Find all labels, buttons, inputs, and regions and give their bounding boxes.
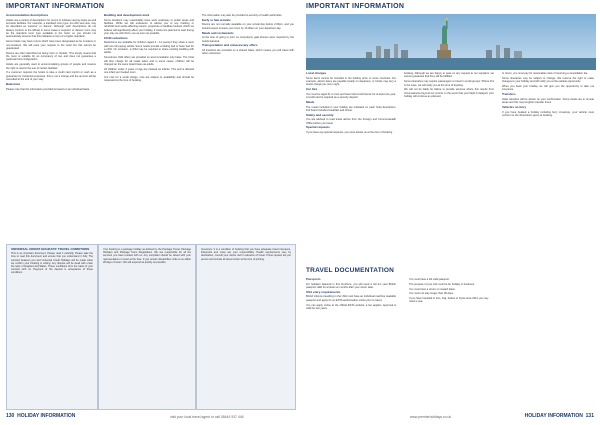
right-page-title: IMPORTANT INFORMATION	[306, 3, 405, 10]
section-heading: Balconies	[6, 81, 21, 86]
travel-conditions-box	[6, 244, 98, 410]
left-column-2	[104, 14, 194, 238]
paragraph: Some items cannot be included in the holiday price or some countries. For example, airport taxes are payable locally on departure, or hotels may levy a tourist charge per room night.	[306, 76, 396, 87]
paragraph: You must be aged 21 or over and have held a full licence for at least one year. A credit card is required as a security deposit.	[306, 92, 396, 100]
footer-right	[525, 413, 594, 419]
paragraph: If you have any special requests, you must advise us at the time of booking.	[306, 131, 393, 135]
footer	[0, 411, 600, 419]
list-item: • You must have a full valid passport.	[409, 278, 494, 281]
section-heading: Meals	[306, 99, 315, 104]
statue-of-liberty-photo	[306, 14, 596, 70]
section-heading: Special requests	[306, 125, 330, 130]
travel-doc-column-1	[306, 278, 396, 402]
section-heading: Safety and security	[306, 112, 334, 117]
paragraph: For holidays featured in this brochure, you will need a full ten year British passport valid for at least six months after your return date.	[306, 282, 396, 289]
paragraph: Hotel transfers will be shown on your confirmation. Some hotels are in remote areas and this may lengthen transfer times.	[502, 97, 594, 105]
section-heading: Car hire	[306, 87, 318, 92]
paragraph: You can apply online at the official ESTA website; a fee applies. Approval is valid for two years.	[306, 303, 396, 310]
travel-conditions-box-3	[196, 244, 296, 410]
right-column-3	[502, 72, 594, 402]
box-heading: UNIVERSAL CREDIT HOLIDAYS' TRAVEL CONDITIONS	[11, 247, 90, 251]
footer-website: www.premierholidays.co.uk	[410, 415, 452, 419]
paragraph: All children under 2 years of age are classed as infants. This and is allowed one infant per booked room.	[104, 67, 194, 75]
footer-left-label: HOLIDAY INFORMATION	[17, 413, 76, 419]
paragraph: booking. Although we are happy to pass on any request to our suppliers, we cannot guarantee that they will be fulfilled.	[404, 72, 494, 79]
section-heading: Child reductions	[104, 35, 128, 40]
right-column-1	[306, 72, 396, 262]
paragraph: Our cots for a small charge; cots are subject to availability and should be requested at the time of booking.	[104, 76, 194, 83]
requirements-list	[404, 278, 494, 304]
section-heading: Meals and restaurants	[202, 30, 234, 35]
section-heading: Accommodation descriptions	[6, 14, 49, 17]
paragraph: Hotels are generally used to accommodating groups of people and reserve the right to restrict the use of certain facilities.	[6, 63, 96, 70]
paragraph: Sometimes child offers are provided on accommodation only basis. The hotel will then charge for all meals taken and in some cases, children will be charged on the same board basis as adults.	[104, 56, 194, 66]
right-column-2	[404, 72, 494, 262]
left-column-3	[202, 14, 294, 238]
footer-right-label: HOLIDAY INFORMATION	[524, 413, 583, 419]
section-heading: Vehicles on ferry	[502, 105, 527, 109]
paragraph: Rooms are not normally available on your arrival day before 2.00pm, and you should expect to leave your room by 10.00am on your departure day.	[202, 23, 294, 30]
section-heading: Building and development work	[104, 14, 150, 17]
paragraph: Some itineraries may require passengers to travel in small groups. Where this is the case, we will notify you at the time of booking.	[404, 80, 494, 87]
paragraph: You are advised to read travel advice from the Foreign and Commonwealth Office before you travel.	[306, 118, 396, 125]
section-heading: Local charges	[306, 72, 327, 75]
paragraph: The meals included in your holiday are indicated on each hotel description. Full board includes breakfast and dinner.	[306, 105, 396, 112]
travel-doc-column-2	[404, 278, 494, 402]
section-heading: USA entry requirements	[306, 289, 341, 294]
paragraph: Some itineraries may be subject to change. We reserve the right to make changes to your holiday and will notify you at the earliest opportunity.	[502, 76, 594, 84]
paragraph: If a customer requires the hotels to take a credit card imprint or cash as a guarantee for incidental expenses, this is not a charge and the amount will be cancelled at the end of your stay.	[6, 71, 96, 82]
list-item: • You must not stay longer than 90 days.	[409, 292, 494, 295]
paragraph: At the time of going to print no compulsory gala dinners were required by the hotels featured.	[202, 36, 294, 43]
footer-left	[6, 413, 75, 419]
list-item: • If you have travelled to Iran, Iraq, Sudan or Syria since 2011 you may need a visa.	[409, 297, 494, 304]
paragraph: Hotels use a variety of descriptions for rooms to indicate varying styles as well as better facilities. For example, a standard room type, but with sea view, may be described as 'superior' or 'deluxe'. Although such descriptions do not always conform to the official, in some cases a 'superior' or 'deluxe' room may be the standard room type available in the hotel, so you should not automatically assume that this indicates a room of a higher standard.	[6, 18, 96, 39]
paragraph: In return, you must pay for reasonable costs of returning a cancellation fee.	[502, 72, 589, 75]
box-text: Your booking is a package holiday as defined by the Package Travel, Package Holidays and Package Tours Regulations. We are responsible for all the services you have booked with us. Any complaint should be raised with your representative in resort at the time. If you remain dissatisfied, write to us within 28 days of return. We will respond as quickly as possible.	[103, 248, 191, 264]
paragraph: We will not be liable for failure to provide services where this results from circumstances beyond our control. In the event that your flight is delayed, your holiday will continue as planned.	[404, 88, 494, 99]
section-heading: Transportation and unnecessary offers	[202, 43, 258, 48]
right-page	[300, 0, 600, 425]
paragraph: The information may also be provided to security or health authorities.	[202, 14, 283, 17]
section-heading: Early or late arrivals	[202, 17, 231, 22]
list-item: • The purpose of your visit must be for holiday or business.	[409, 283, 494, 286]
paragraph: Some hotels may have rooms which have been designated as for smokers or non-smokers. We will pass your request to the hotel but this cannot be guaranteed.	[6, 40, 96, 50]
paragraph: If you have booked a holiday including ferry crossings, your vehicle must conform to the dimensions given at booking.	[502, 110, 594, 117]
travel-documentation-title: TRAVEL DOCUMENTATION	[306, 267, 395, 274]
box-text: Insurance: It is a condition of booking that you have adequate travel insurance. Passports and visas are your responsibility. Health requirements vary by destination; consult your doctor well in advance of travel. Prices quoted are per person and include all taxes known at the time of printing.	[201, 248, 291, 261]
paragraph: Please note that the information provided is based on an individual basis.	[6, 87, 90, 91]
footer-contact: visit your local travel agent or call 08444 937 446	[170, 415, 244, 419]
paragraph: All transfers are provided on a shared basis, which means you will travel with other customers.	[202, 49, 294, 56]
skyline-illustration	[306, 14, 596, 70]
paragraph: When you book your holiday we will give you the opportunity to take out insurance.	[502, 85, 594, 92]
left-column-1	[6, 14, 96, 238]
section-heading: Passports	[306, 278, 321, 281]
box-text: This is an important document. Please read it carefully. Please take the time to read this document and ensure that you understand it fully. The contract between you and Universal Credit Holidays will be made when we confirm your booking in writing. Any dispute will be dealt with under the laws of England and Wales. These conditions form the basis of your contract with us. Payment of the deposit is acceptance of these conditions.	[11, 252, 93, 275]
paragraph: Reductions are available for children (aged 2 – 11 years) if they share a room with two full paying adults. Some hotels provide a folding bed or foam bed for a child. On occasion, a child may be required to share existing bedding with adults.	[104, 41, 194, 55]
page-number-left: 130	[6, 413, 15, 419]
paragraph: British citizens travelling to the USA must have an individual machine readable passport and apply for an ESTA authorisation online prior to travel.	[306, 295, 396, 302]
left-page-title: IMPORTANT INFORMATION	[6, 3, 105, 10]
page-number-right: 131	[585, 413, 594, 419]
section-heading: Transfers	[502, 92, 516, 97]
list-item: • You must have a return or onward ticket.	[409, 288, 494, 291]
travel-conditions-box-2	[98, 244, 196, 410]
paragraph: Rooms are often described as being 'twin' or 'double'. This simply means that the room is suitable for an occupancy of two and does not guarantee a particular bed configuration.	[6, 51, 96, 62]
paragraph: Some locations may unavoidably have work underway to public areas and facilities. While we will endeavour to advise you of any building or refurbishment works affecting resorts, properties or facilities booked, which we believe will significantly affect your holiday, if works are planned to start during your stay we will inform you as soon as possible.	[104, 18, 194, 35]
